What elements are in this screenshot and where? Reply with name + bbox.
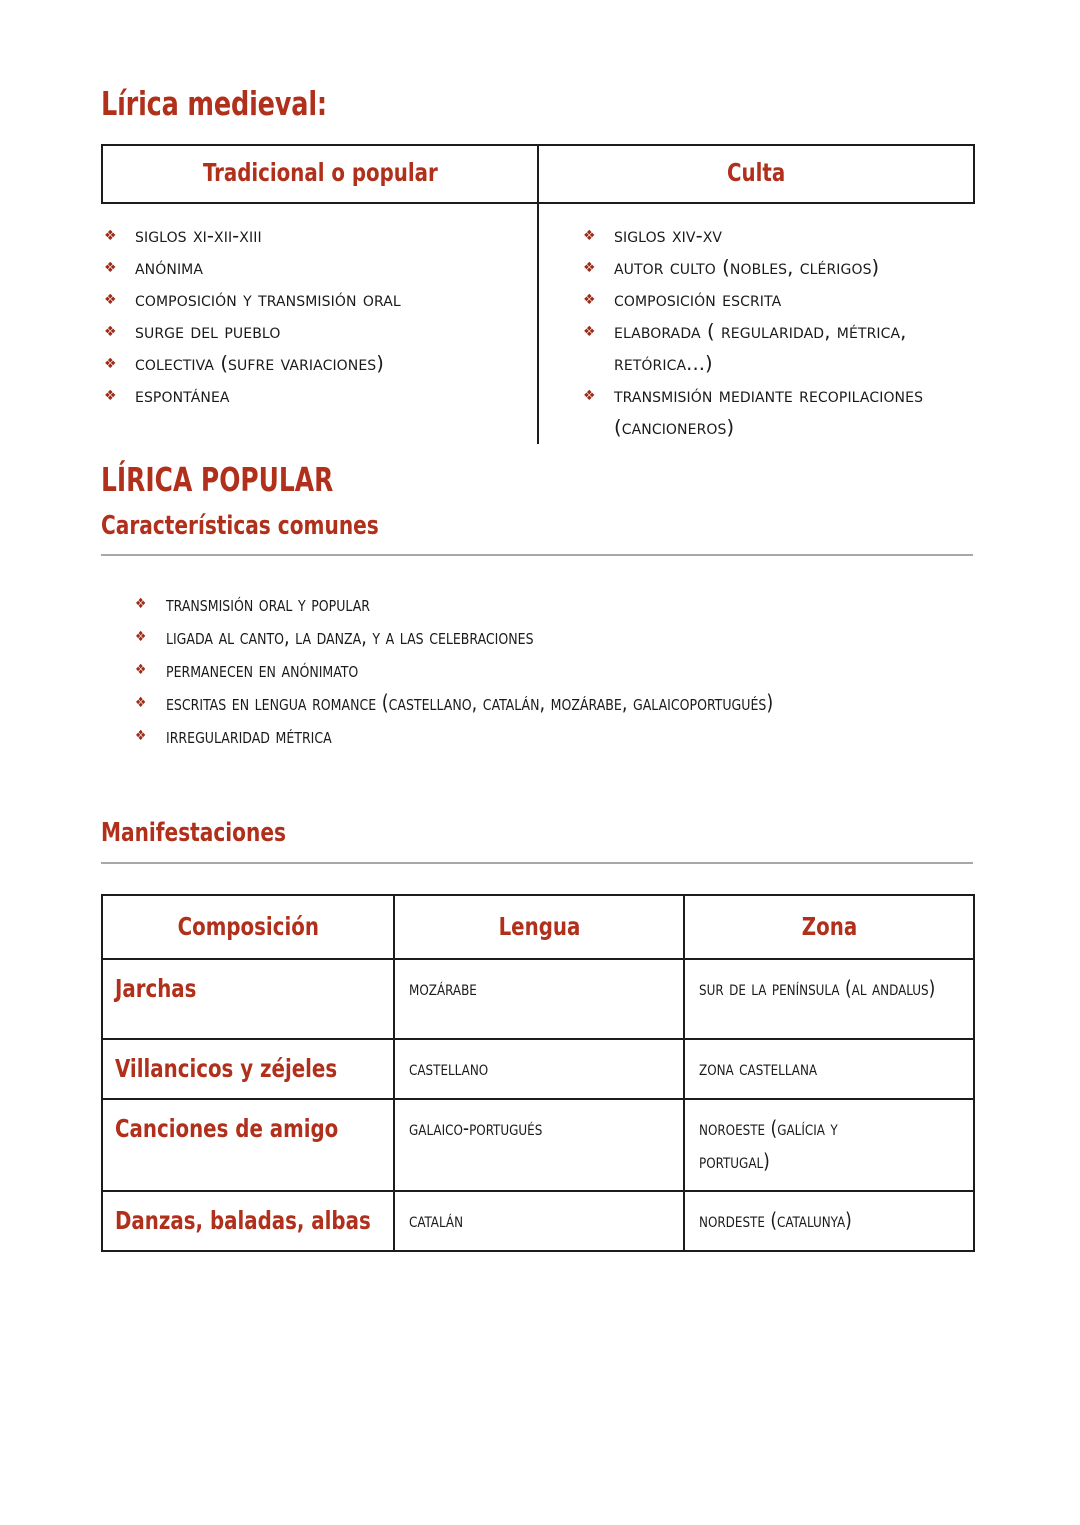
cell-composicion [102, 1191, 394, 1251]
list-item-label: autor culto (nobles, clérigos) [614, 255, 880, 279]
table-row [102, 1099, 974, 1191]
zona-label [685, 1040, 973, 1097]
list-item [102, 380, 537, 412]
list-item-label: composición y transmisión oral [135, 287, 401, 311]
list-item [102, 348, 537, 380]
comparison-header-culta [538, 145, 974, 203]
comparison-cell-tradicional [102, 203, 538, 444]
list-item [581, 220, 974, 252]
manifestaciones-header-composicion [102, 895, 394, 959]
list-item [102, 220, 537, 252]
list-item [102, 284, 537, 316]
comparison-header-label: Culta [726, 157, 786, 187]
zona-text: zona castellana [699, 1055, 818, 1080]
lengua-text: galaico-portugués [409, 1115, 543, 1140]
table-row [102, 1039, 974, 1099]
list-item-label: transmisión oral y popular [166, 592, 371, 617]
cell-composicion [102, 1039, 394, 1099]
tradicional-list [102, 220, 537, 412]
comparison-cell-culta [538, 203, 974, 444]
manifestaciones-header-lengua [394, 895, 684, 959]
list-item [133, 654, 973, 687]
composicion-label [103, 1192, 393, 1250]
zona-label [685, 1192, 973, 1249]
lengua-label [395, 1040, 683, 1097]
lengua-text: mozárabe [409, 975, 477, 1000]
manifestaciones-header-row [102, 895, 974, 959]
cell-zona [684, 1099, 974, 1191]
comparison-table [101, 144, 975, 444]
cell-composicion [102, 959, 394, 1039]
lengua-label [395, 1192, 683, 1249]
list-item-label: transmisión mediante recopilaciones (cancioneros) [614, 383, 924, 439]
list-item-label: siglos xiv-xv [614, 223, 723, 247]
list-item-label: anónima [135, 255, 204, 279]
list-item [581, 284, 974, 316]
composicion-text: Canciones de amigo [115, 1113, 339, 1143]
list-item [581, 316, 974, 380]
caracteristicas-list [101, 588, 973, 753]
list-item-label: permanecen en anónimato [166, 658, 359, 683]
list-item-label: siglos xi-xii-xiii [135, 223, 262, 247]
zona-label [685, 960, 973, 1017]
lengua-label [395, 960, 683, 1017]
lengua-text: castellano [409, 1055, 489, 1080]
comparison-table-header-row [102, 145, 974, 203]
list-item [133, 687, 973, 720]
table-row [102, 959, 974, 1039]
list-item-label: surge del pueblo [135, 319, 281, 343]
list-item-label: elaborada ( regularidad, métrica, retórica...) [614, 319, 907, 375]
document-content [101, 0, 973, 1252]
cell-lengua [394, 1191, 684, 1251]
list-item-label: ligada al canto, la danza, y a las celebraciones [166, 625, 534, 650]
cell-lengua [394, 1039, 684, 1099]
composicion-text: Danzas, baladas, albas [115, 1205, 371, 1235]
comparison-header-label: Tradicional o popular [202, 157, 438, 187]
zona-label [685, 1100, 973, 1190]
comparison-table-body-row [102, 203, 974, 444]
composicion-label [103, 960, 393, 1018]
subsection-title-manifestaciones: Manifestaciones [101, 818, 286, 849]
column-header-label: Zona [801, 912, 857, 942]
list-item [133, 720, 973, 753]
cell-lengua [394, 1099, 684, 1191]
subsection-title-caracteristicas: Características comunes [101, 510, 379, 541]
cell-zona [684, 1191, 974, 1251]
composicion-text: Villancicos y zéjeles [115, 1053, 338, 1083]
list-item [102, 316, 537, 348]
manifestaciones-header-zona [684, 895, 974, 959]
list-item [581, 380, 974, 444]
list-item-label: espontánea [135, 383, 230, 407]
cell-zona [684, 1039, 974, 1099]
zona-text: sur de la península (al andalus) [699, 975, 936, 1000]
page-title: Lírica medieval: [101, 84, 327, 123]
lengua-label [395, 1100, 683, 1157]
culta-list [539, 220, 974, 444]
list-item-label: irregularidad métrica [166, 724, 332, 749]
table-row [102, 1191, 974, 1251]
column-header-label: Lengua [498, 912, 580, 942]
lengua-text: catalán [409, 1207, 464, 1232]
list-item-label: colectiva (sufre variaciones) [135, 351, 385, 375]
zona-text: noroeste (galícia y portugal) [699, 1115, 838, 1173]
list-item-label: composición escrita [614, 287, 782, 311]
list-item [133, 588, 973, 621]
cell-lengua [394, 959, 684, 1039]
composicion-label [103, 1040, 393, 1098]
list-item-label: escritas en lengua romance (castellano, catalán, mozárabe, galaicoportugués) [166, 691, 774, 716]
cell-composicion [102, 1099, 394, 1191]
cell-zona [684, 959, 974, 1039]
composicion-label [103, 1100, 393, 1158]
section-title-lirica-popular: LÍRICA POPULAR [101, 459, 334, 499]
manifestaciones-table [101, 894, 975, 1252]
composicion-text: Jarchas [115, 973, 197, 1003]
list-item [102, 252, 537, 284]
list-item [133, 621, 973, 654]
list-item [581, 252, 974, 284]
comparison-header-tradicional [102, 145, 538, 203]
zona-text: nordeste (catalunya) [699, 1207, 852, 1232]
column-header-label: Composición [177, 912, 319, 942]
